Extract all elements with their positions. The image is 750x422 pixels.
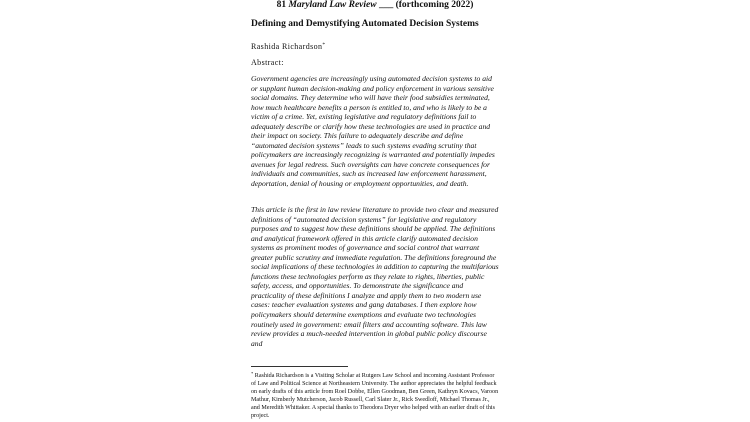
abstract-label: Abstract:: [251, 58, 284, 67]
volume-number: 81: [276, 0, 287, 10]
author-name: Rashida Richardson: [251, 42, 323, 51]
citation-rest: ___ (forthcoming 2022): [378, 0, 474, 10]
paper-title: Defining and Demystifying Automated Decision Systems: [251, 19, 479, 29]
author-line: [251, 40, 325, 52]
journal-citation: [0, 0, 750, 11]
footnote-text: Rashida Richardson is a Visiting Scholar at Rutgers Law School and incoming Assistant Professor of Law and Political Science at Northeastern University. The author appreciates the helpful feedback on early drafts of this article from Roel Dobbe, Ellen Goodman, Ben Green, Kathryn Kovacs, Varoon Mathur, Kimberly Mutcherson, Jacob Russell, Carl Slater Jr., Rick Swedloff, Michael Thomas Jr., and Meredith Whittaker. A special thanks to Theodora Dryer who helped with an earlier draft of this project.: [251, 373, 499, 420]
footnote-divider: [251, 366, 348, 367]
journal-name: Maryland Law Review: [288, 0, 377, 10]
abstract-paragraph-2: This article is the first in law review literature to provide two clear and measured definitions of “automated decision systems” for legislative and regulatory purposes and to suggest how these definitions should be applied. The definitions and analytical framework offered in this article clarify automated decision systems as prominent modes of governance and social control that warrant greater public scrutiny and immediate regulation. The definitions foreground the social implications of these technologies in addition to capturing the multifarious functions these technologies perform as they relate to rights, liberties, public safety, access, and opportunities. To demonstrate the significance and practicality of these definitions I analyze and apply them to two modern use cases: teacher evaluation systems and gang databases. I then explore how policymakers should determine exemptions and evaluate two technologies routinely used in government: email filters and accounting software. This law review provides a much-needed intervention in global public policy discourse and: [251, 205, 499, 348]
abstract-paragraph-1: Government agencies are increasingly using automated decision systems to aid or supplant human decision-making and policy enforcement in various sensitive social domains. They determine who will have their food subsidies terminated, how much healthcare benefits a person is entitled to, and who is likely to be a victim of a crime. Yet, existing legislative and regulatory definitions fail to adequately describe or clarify how these technologies are used in practice and their impact on society. This failure to adequately describe and define “automated decision systems” leads to such systems evading scrutiny that policymakers are increasingly recognizing is warranted and potentially impedes avenues for legal redress. Such oversights can have concrete consequences for individuals and communities, such as increased law enforcement harassment, deportation, denial of housing or employment opportunities, and death.: [251, 74, 495, 189]
footnote: [251, 370, 499, 421]
footnote-mark: *: [251, 371, 254, 376]
author-footnote-mark: *: [322, 42, 326, 48]
